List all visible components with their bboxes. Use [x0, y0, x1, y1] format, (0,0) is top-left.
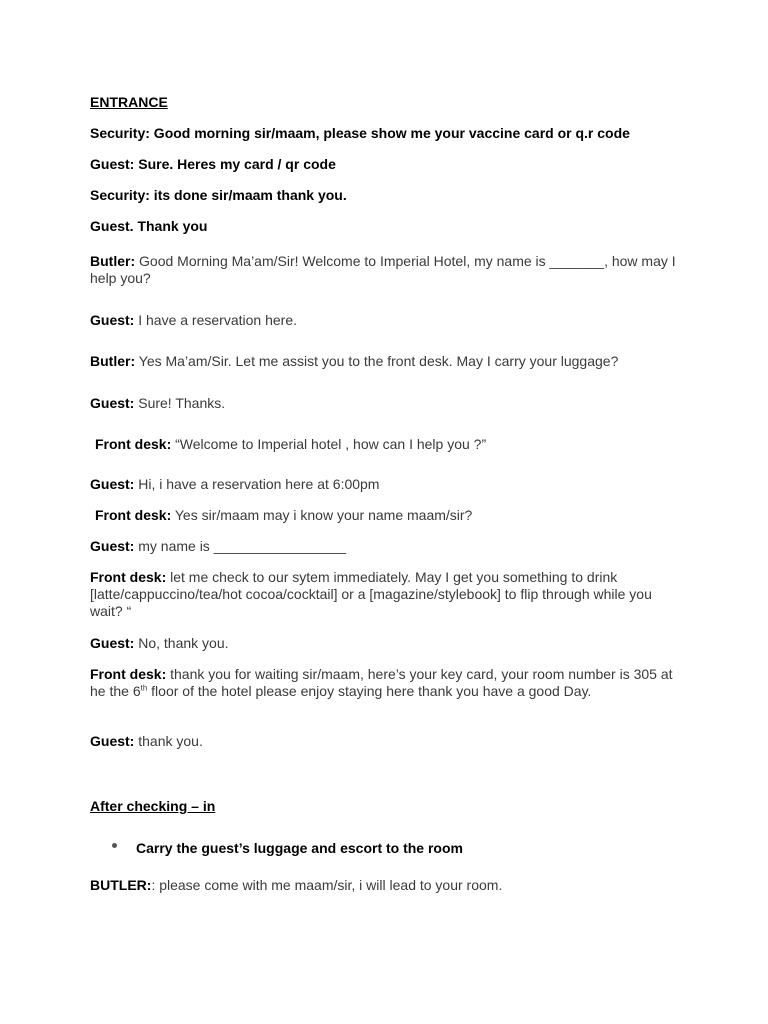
- dialogue-front-desk-3: [90, 569, 678, 620]
- dialogue-text: thank you for waiting sir/maam, here’s your key card, your room number is 305 at he the 6: [90, 666, 673, 699]
- dialogue-text: Good Morning Ma’am/Sir! Welcome to Imperial Hotel, my name is _______, how may I help you?: [90, 253, 676, 286]
- dialogue-guest-2: [90, 395, 225, 412]
- speaker-label: Butler:: [90, 353, 136, 369]
- guest-line-2: Guest. Thank you: [90, 218, 208, 234]
- dialogue-guest-3: [90, 476, 379, 493]
- security-line-1: Security: Good morning sir/maam, please show me your vaccine card or q.r code: [90, 125, 630, 141]
- dialogue-butler-2: [90, 353, 618, 370]
- dialogue-text: Hi, i have a reservation here at 6:00pm: [134, 476, 380, 492]
- dialogue-guest-6: [90, 733, 203, 750]
- dialogue-text: let me check to our sytem immediately. May I get you something to drink [latte/cappuccino/tea/hot cocoa/cocktail] or a [magazine/stylebook] to flip through while you wait? “: [90, 569, 652, 619]
- speaker-label: Guest:: [90, 476, 135, 492]
- dialogue-guest-1: [90, 312, 297, 329]
- dialogue-front-desk-1: [95, 436, 486, 453]
- section-heading-entrance: ENTRANCE: [90, 94, 168, 110]
- bullet-dot-icon: [112, 843, 117, 848]
- speaker-label: Front desk:: [95, 436, 172, 452]
- butler-closing-line: [90, 877, 502, 894]
- dialogue-text: No, thank you.: [134, 635, 229, 651]
- speaker-label: Front desk:: [95, 507, 172, 523]
- speaker-label: BUTLER:: [90, 877, 152, 893]
- speaker-label: Butler:: [90, 253, 136, 269]
- speaker-label: Guest:: [90, 312, 135, 328]
- section-heading-after-checking-in: After checking – in: [90, 798, 216, 814]
- dialogue-text-continued: floor of the hotel please enjoy staying here thank you have a good Day.: [147, 683, 592, 699]
- security-line-2: Security: its done sir/maam thank you.: [90, 187, 347, 203]
- dialogue-guest-5: [90, 635, 229, 652]
- dialogue-text: Yes sir/maam may i know your name maam/sir?: [171, 507, 473, 523]
- dialogue-butler-1: [90, 253, 678, 287]
- dialogue-text: I have a reservation here.: [134, 312, 297, 328]
- dialogue-text: thank you.: [134, 733, 203, 749]
- bullet-item: Carry the guest’s luggage and escort to the room: [136, 840, 463, 856]
- speaker-label: Guest:: [90, 395, 135, 411]
- guest-line-1: Guest: Sure. Heres my card / qr code: [90, 156, 336, 172]
- dialogue-text: : please come with me maam/sir, i will lead to your room.: [151, 877, 503, 893]
- dialogue-text: Sure! Thanks.: [134, 395, 226, 411]
- speaker-label: Front desk:: [90, 569, 167, 585]
- speaker-label: Guest:: [90, 733, 135, 749]
- dialogue-text: “Welcome to Imperial hotel , how can I help you ?”: [171, 436, 487, 452]
- dialogue-guest-4: [90, 538, 346, 555]
- speaker-label: Guest:: [90, 635, 135, 651]
- speaker-label: Front desk:: [90, 666, 167, 682]
- dialogue-text: my name is _________________: [134, 538, 347, 554]
- dialogue-front-desk-2: [95, 507, 472, 524]
- speaker-label: Guest:: [90, 538, 135, 554]
- dialogue-front-desk-4: [90, 666, 678, 700]
- ordinal-superscript: th: [140, 683, 148, 693]
- dialogue-text: Yes Ma’am/Sir. Let me assist you to the front desk. May I carry your luggage?: [135, 353, 619, 369]
